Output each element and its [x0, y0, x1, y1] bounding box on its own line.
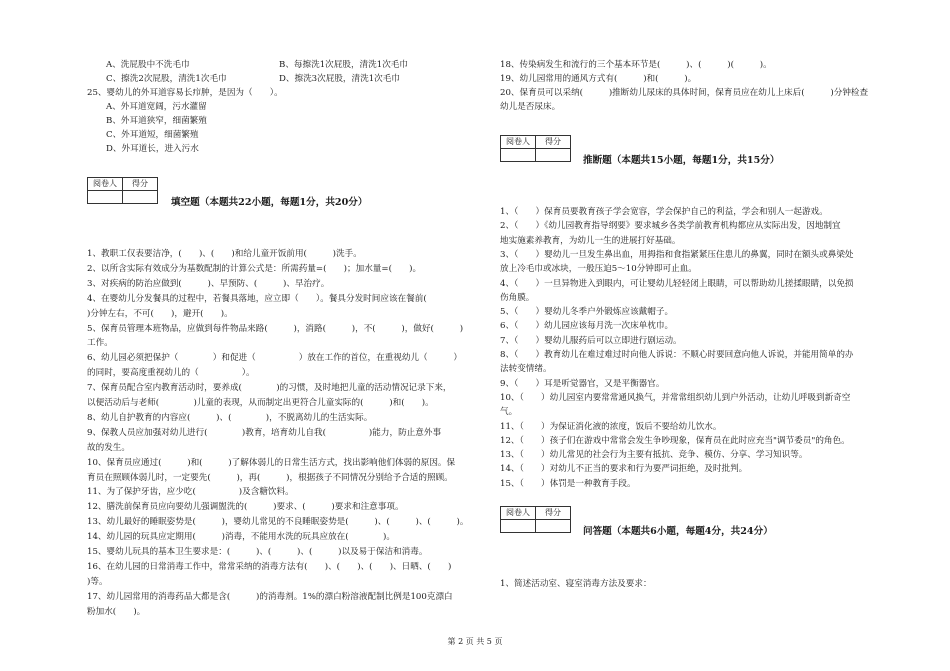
fill-blank-line: 1、教职工仅表要洁净，( )、( )和给儿童开饭前用( )洗手。	[87, 249, 362, 259]
fill-blank-line: 2、以所含实际有效成分为基数配制的计算公式是：所需药量=( )；加水量=( )。	[87, 263, 422, 274]
score-box-reviewer: 阅卷人	[501, 136, 536, 149]
fill-blank-line: )等。	[87, 576, 108, 587]
judge-line: 10、（ ）幼儿园室内要常常通风换气，并常常组织幼儿到户外活动，让幼儿呼吸到新奇空	[500, 392, 851, 403]
fill-blank-line: 9、保教人员应加强对幼儿进行( )教育，培育幼儿自我( )能力，防止意外事	[87, 427, 442, 438]
fill-blank-line: 14、幼儿园的玩具应定期用( )消毒，不能用水洗的玩具应放在( )。	[87, 532, 395, 543]
fill-blank-section-title: 填空题（本题共22小题，每题1分，共20分）	[171, 197, 368, 208]
judge-line: 11、（ ）为保证消化液的浓度，饭后不要给幼儿饮水。	[500, 421, 722, 432]
fill-blank-line: 故的发生。	[87, 442, 130, 453]
essay-question-1: 1、简述活动室、寝室消毒方法及要求：	[500, 579, 652, 589]
score-box-cell	[501, 149, 536, 162]
fill-blank-line: 15、婴幼儿玩具的基本卫生要求是：( )、( )、( )以及易于保洁和消毒。	[87, 547, 428, 557]
judge-line: 放上冷毛巾或冰块，一般压迫5～10分钟即可止血。	[500, 264, 697, 275]
q24-option-a: A、洗屁股中不洗毛巾	[106, 60, 190, 70]
fill-blank-line: 12、膳洗前保育员应向要幼儿强调盥洗的( )要求、( )要求和注意事项。	[87, 502, 404, 513]
score-box-cell	[536, 149, 571, 162]
fill-blank-line: 13、幼儿最好的睡眠姿势是( )，婴幼儿常见的不良睡眠姿势是( )、( )、( )。	[87, 517, 469, 528]
q25-option-b: B、外耳道狭窄，细菌繁殖	[106, 116, 207, 126]
fill-blank-line: )分钟左右，不可( )，避开( )。	[87, 308, 233, 319]
q25-option-c: C、外耳道短，细菌繁殖	[106, 130, 199, 140]
score-box-reviewer: 阅卷人	[501, 507, 536, 520]
judge-line: 4、（ ）一旦异物进入到眼内，可让婴幼儿轻轻闭上眼睛，可以帮助幼儿搓揉眼睛，以免损	[500, 278, 854, 289]
score-box-reviewer: 阅卷人	[88, 178, 123, 191]
score-box-score: 得分	[536, 507, 571, 520]
q18-line: 18、传染病发生和流行的三个基本环节是( )、( )( )。	[500, 60, 772, 70]
fill-blank-line: 3、对疾病的防治应做到( )、早预防、( )、早治疗。	[87, 278, 330, 289]
fill-blank-line: 7、保育员配合室内教育活动时，要养成( )的习惯，及时地把儿童的活动情况记录下来，	[87, 383, 452, 394]
judge-line: 气。	[500, 407, 518, 418]
q25-stem: 25、婴幼儿的外耳道容易长疖肿，是因为（ ）。	[87, 88, 283, 98]
fill-blank-line: 育员在照顾体弱儿时，一定要先( )，再( )，根据孩子不同情况分别给予合适的照顾。	[87, 472, 453, 483]
judge-line: 1、（ ）保育员要教育孩子学会宽容，学会保护自己的利益，学会和别人一起游戏。	[500, 207, 828, 217]
fill-blank-line: 以便活动后与老师( )儿童的表现，从而制定出更符合儿童实际的( )和( )。	[87, 398, 434, 408]
judge-line: 6、（ ）幼儿园应该每月洗一次床单枕巾。	[500, 321, 674, 332]
fill-blank-line: 17、幼儿园常用的消毒药品大都是含( )的消毒剂。1%的漂白粉溶液配制比例是100克漂白	[87, 591, 453, 602]
score-box-cell	[501, 520, 536, 533]
fill-blank-line: 8、幼儿自护教育的内容应( )、( )，不脱离幼儿的生活实际。	[87, 412, 373, 423]
judge-line: 法转变情绪。	[500, 364, 552, 375]
score-box-cell	[123, 191, 158, 204]
q20-line-cont: 幼儿是否尿床。	[500, 102, 561, 112]
fill-blank-line: 的同时，要高度重视幼儿的（ ）。	[87, 368, 255, 379]
fill-blank-line: 粉加水( )。	[87, 606, 146, 617]
q24-option-c: C、擦洗2次屁股，清洗1次毛巾	[106, 74, 227, 84]
judge-line: 9、（ ）耳是听觉器官，又是平衡器官。	[500, 378, 665, 389]
judge-line: 8、（ ）教育幼儿在难过难过时向他人诉说：不顺心时要回意向他人诉说，并能用简单的办	[500, 350, 854, 360]
score-box-cell	[88, 191, 123, 204]
judge-line: 12、（ ）孩子们在游戏中常常会发生争吵现象，保育员在此时应充当"调节委员"的角色。	[500, 435, 850, 446]
q25-option-d: D、外耳道长，进入污水	[106, 144, 199, 154]
judge-line: 2、（ ）《幼儿园教育指导纲要》要求城乡各类学前教育机构都应从实际出发，因地制宜	[500, 221, 841, 232]
judge-line: 13、（ ）幼儿常见的社会行为主要有抵抗、竞争、模仿、分享、学习知识等。	[500, 450, 808, 461]
judge-line: 地实施素养教育，为幼儿一生的进展打好基础。	[500, 235, 681, 246]
judge-score-box	[500, 135, 571, 162]
fill-blank-line: 4、在婴幼儿分发餐具的过程中，若餐具落地，应立即（ ）。餐具分发时间应该在餐前(	[87, 293, 444, 304]
essay-score-box	[500, 506, 571, 533]
q24-option-d: D、擦洗3次屁股，清洗1次毛巾	[279, 74, 400, 84]
judge-line: 3、（ ）婴幼儿一旦发生鼻出血，用拇指和食指紧紧压住患儿的鼻翼，同时在额头或鼻梁处	[500, 249, 854, 260]
fill-blank-line: 6、幼儿园必须把保护（ ）和促进（ ）放在工作的首位，在重视幼儿（ ）	[87, 353, 463, 364]
fill-blank-line: 10、保育员应通过( )和( )了解体弱儿的日常生活方式，找出影响他们体弱的原因。保	[87, 457, 456, 468]
judge-line: 伤角膜。	[500, 292, 535, 303]
judge-line: 5、（ ）婴幼儿冬季户外锻炼应该戴帽子。	[500, 307, 674, 318]
q24-option-b: B、每擦洗1次屁股，清洗1次毛巾	[279, 60, 408, 70]
fill-blank-score-box	[87, 177, 158, 204]
judge-line: 7、（ ）婴幼儿服药后可以立即进行剧运动。	[500, 335, 682, 346]
q19-line: 19、幼儿园常用的通风方式有( )和( )。	[500, 74, 697, 84]
q20-line: 20、保育员可以采纳( )推断幼儿尿床的具体时间，保育员应在幼儿上床后( )分钟检查	[500, 88, 869, 98]
q25-option-a: A、外耳道宽阔，污水灌留	[106, 102, 207, 112]
page-footer: 第 2 页 共 5 页	[447, 637, 503, 646]
score-box-score: 得分	[123, 178, 158, 191]
fill-blank-line: 16、在幼儿园的日常消毒工作中，常常采纳的消毒方法有( )、( )、( )、日晒、( )	[87, 561, 452, 572]
judge-line: 14、（ ）对幼儿不正当的要求和行为要严词拒绝，及时批判。	[500, 464, 748, 475]
judge-line: 15、（ ）体罚是一种教育手段。	[500, 478, 636, 489]
fill-blank-line: 工作。	[87, 338, 113, 349]
judge-section-title: 推断题（本题共15小题，每题1分，共15分）	[583, 155, 780, 166]
score-box-cell	[536, 520, 571, 533]
score-box-score: 得分	[536, 136, 571, 149]
essay-section-title: 问答题（本题共6小题，每题4分，共24分）	[583, 526, 773, 537]
fill-blank-line: 11、为了保护牙齿，应少吃( )及含糖饮料。	[87, 487, 294, 498]
fill-blank-line: 5、保育员管理本班物品，应做到每件物品来路( )，消路( )，不( )，做好( )	[87, 323, 464, 334]
